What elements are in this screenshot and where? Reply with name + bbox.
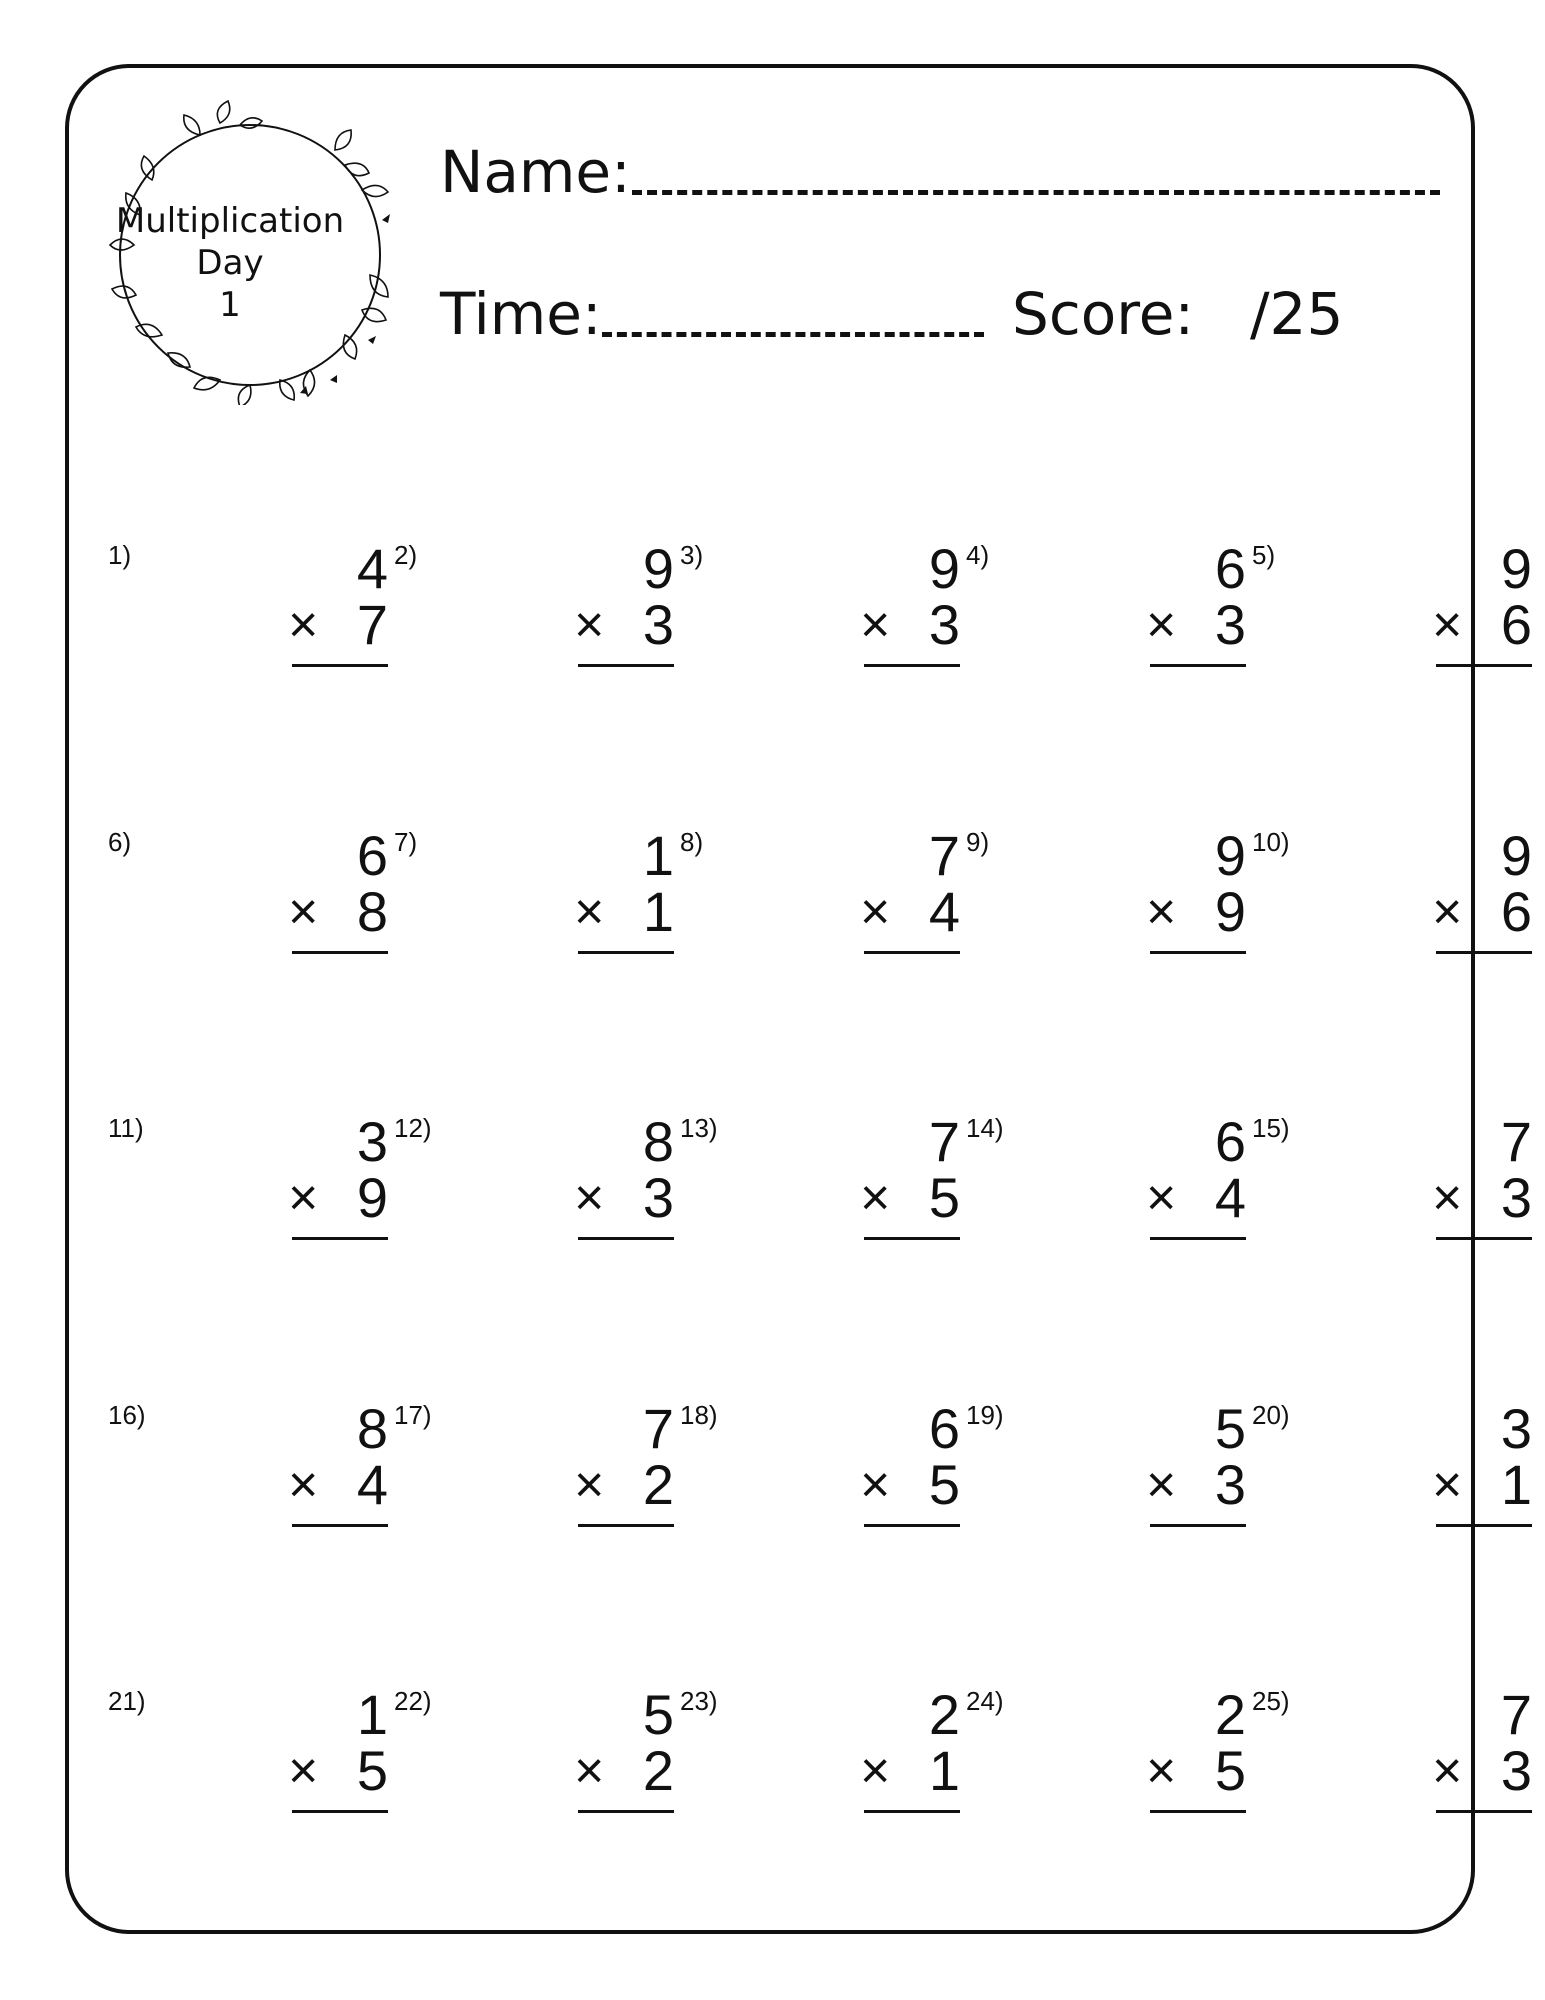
answer-line[interactable] xyxy=(864,1524,960,1527)
problem-number: 20) xyxy=(1252,1400,1290,1430)
problem-multiplier: 9 xyxy=(1214,880,1246,943)
name-field[interactable] xyxy=(632,190,1440,195)
times-sign: × xyxy=(1146,596,1177,654)
answer-line[interactable] xyxy=(1150,1524,1246,1527)
problem-multiplicand: 1 xyxy=(642,824,674,887)
problem-bottom-row xyxy=(860,1166,960,1229)
answer-line[interactable] xyxy=(292,664,388,667)
problem-number: 22) xyxy=(394,1686,432,1716)
answer-line[interactable] xyxy=(578,1237,674,1240)
problem-multiplier: 3 xyxy=(1500,1166,1532,1229)
problem-multiplier: 9 xyxy=(356,1166,388,1229)
times-sign: × xyxy=(1432,883,1463,941)
problem-item xyxy=(966,1683,1246,1856)
problem-bottom-row xyxy=(1146,593,1246,656)
problem-number: 6) xyxy=(108,827,132,857)
problem-bottom-row xyxy=(1146,1739,1246,1802)
problem-number: 19) xyxy=(966,1400,1004,1430)
times-sign: × xyxy=(574,1169,605,1227)
problem-multiplicand: 9 xyxy=(642,537,674,600)
problem-multiplicand: 5 xyxy=(1214,1397,1246,1460)
problem-bottom-row xyxy=(860,1739,960,1802)
score-total: /25 xyxy=(1250,280,1344,348)
problem-bottom-row xyxy=(574,1166,674,1229)
problem-multiplier: 4 xyxy=(928,880,960,943)
problem-multiplier: 3 xyxy=(928,593,960,656)
answer-line[interactable] xyxy=(578,1810,674,1813)
problem-bottom-row xyxy=(1432,1453,1532,1516)
problem-item xyxy=(1252,1683,1532,1856)
problem-bottom-row xyxy=(1432,593,1532,656)
times-sign: × xyxy=(288,1169,319,1227)
times-sign: × xyxy=(288,1742,319,1800)
answer-line[interactable] xyxy=(578,951,674,954)
problem-bottom-row xyxy=(1432,880,1532,943)
problem-item xyxy=(394,1110,674,1283)
problem-item xyxy=(1252,824,1532,997)
times-sign: × xyxy=(574,883,605,941)
times-sign: × xyxy=(1432,1169,1463,1227)
problem-multiplier: 1 xyxy=(1500,1453,1532,1516)
problem-multiplier: 6 xyxy=(1500,880,1532,943)
problem-multiplicand: 3 xyxy=(1500,1397,1532,1460)
problem-multiplicand: 3 xyxy=(356,1110,388,1173)
problem-multiplier: 6 xyxy=(1500,593,1532,656)
problem-bottom-row xyxy=(1432,1739,1532,1802)
problem-multiplier: 2 xyxy=(642,1739,674,1802)
answer-line[interactable] xyxy=(1150,664,1246,667)
problem-multiplier: 5 xyxy=(928,1453,960,1516)
problem-multiplicand: 6 xyxy=(928,1397,960,1460)
problem-number: 15) xyxy=(1252,1113,1290,1143)
problem-number: 21) xyxy=(108,1686,146,1716)
problem-multiplicand: 7 xyxy=(928,1110,960,1173)
problem-multiplier: 4 xyxy=(1214,1166,1246,1229)
times-sign: × xyxy=(1146,1456,1177,1514)
problem-multiplier: 7 xyxy=(356,593,388,656)
problem-item xyxy=(680,1110,960,1283)
times-sign: × xyxy=(574,1456,605,1514)
times-sign: × xyxy=(860,1456,891,1514)
times-sign: × xyxy=(288,883,319,941)
problem-item xyxy=(966,824,1246,997)
problem-bottom-row xyxy=(574,593,674,656)
answer-line[interactable] xyxy=(292,1237,388,1240)
problem-number: 13) xyxy=(680,1113,718,1143)
answer-line[interactable] xyxy=(864,1810,960,1813)
problem-bottom-row xyxy=(288,1166,388,1229)
times-sign: × xyxy=(1146,1169,1177,1227)
answer-line[interactable] xyxy=(1150,1237,1246,1240)
time-label: Time: xyxy=(440,280,602,348)
problem-number: 17) xyxy=(394,1400,432,1430)
problem-multiplier: 3 xyxy=(642,593,674,656)
problem-multiplier: 1 xyxy=(928,1739,960,1802)
worksheet-badge xyxy=(100,200,360,326)
answer-line[interactable] xyxy=(1150,1810,1246,1813)
time-field[interactable] xyxy=(602,332,984,337)
problem-number: 3) xyxy=(680,540,704,570)
answer-line[interactable] xyxy=(864,951,960,954)
problem-number: 9) xyxy=(966,827,990,857)
times-sign: × xyxy=(860,883,891,941)
problem-multiplicand: 8 xyxy=(642,1110,674,1173)
name-label: Name: xyxy=(440,138,631,206)
badge-day-number: 1 xyxy=(219,285,241,325)
answer-line[interactable] xyxy=(864,1237,960,1240)
problem-multiplicand: 9 xyxy=(1500,824,1532,887)
times-sign: × xyxy=(860,1742,891,1800)
answer-line[interactable] xyxy=(1436,1810,1532,1813)
problem-item xyxy=(680,1683,960,1856)
times-sign: × xyxy=(288,596,319,654)
problem-bottom-row xyxy=(288,593,388,656)
problem-multiplier: 5 xyxy=(928,1166,960,1229)
answer-line[interactable] xyxy=(1436,1524,1532,1527)
problem-item xyxy=(108,1397,388,1570)
problem-multiplicand: 7 xyxy=(1500,1110,1532,1173)
badge-title: Multiplication xyxy=(115,201,345,241)
answer-line[interactable] xyxy=(1150,951,1246,954)
problem-number: 18) xyxy=(680,1400,718,1430)
problem-number: 25) xyxy=(1252,1686,1290,1716)
problem-number: 23) xyxy=(680,1686,718,1716)
times-sign: × xyxy=(1432,1456,1463,1514)
problem-multiplicand: 7 xyxy=(928,824,960,887)
times-sign: × xyxy=(1432,596,1463,654)
problem-bottom-row xyxy=(574,1739,674,1802)
problem-multiplicand: 8 xyxy=(356,1397,388,1460)
problem-multiplicand: 6 xyxy=(1214,1110,1246,1173)
problem-bottom-row xyxy=(860,1453,960,1516)
problem-multiplier: 8 xyxy=(356,880,388,943)
problem-multiplicand: 9 xyxy=(1214,824,1246,887)
problem-number: 24) xyxy=(966,1686,1004,1716)
problem-multiplicand: 5 xyxy=(642,1683,674,1746)
problem-item xyxy=(108,1683,388,1856)
problem-item xyxy=(680,537,960,710)
answer-line[interactable] xyxy=(1436,951,1532,954)
problem-multiplicand: 9 xyxy=(928,537,960,600)
problem-multiplicand: 2 xyxy=(928,1683,960,1746)
answer-line[interactable] xyxy=(292,1810,388,1813)
problem-multiplicand: 6 xyxy=(1214,537,1246,600)
problem-multiplicand: 4 xyxy=(356,537,388,600)
problem-number: 16) xyxy=(108,1400,146,1430)
problem-multiplier: 3 xyxy=(1214,593,1246,656)
problem-number: 5) xyxy=(1252,540,1276,570)
times-sign: × xyxy=(1146,1742,1177,1800)
problem-multiplicand: 1 xyxy=(356,1683,388,1746)
problem-item xyxy=(394,1683,674,1856)
problem-item xyxy=(966,1397,1246,1570)
problem-multiplicand: 7 xyxy=(1500,1683,1532,1746)
problem-multiplier: 4 xyxy=(356,1453,388,1516)
problem-number: 7) xyxy=(394,827,418,857)
answer-line[interactable] xyxy=(578,1524,674,1527)
problem-multiplicand: 6 xyxy=(356,824,388,887)
badge-day: Day xyxy=(196,243,264,283)
problem-multiplier: 5 xyxy=(1214,1739,1246,1802)
problem-multiplier: 1 xyxy=(642,880,674,943)
problem-item xyxy=(680,824,960,997)
problem-number: 12) xyxy=(394,1113,432,1143)
times-sign: × xyxy=(860,596,891,654)
problem-multiplier: 3 xyxy=(642,1166,674,1229)
problem-bottom-row xyxy=(860,593,960,656)
problem-bottom-row xyxy=(860,880,960,943)
problem-number: 11) xyxy=(108,1113,144,1143)
problem-multiplicand: 7 xyxy=(642,1397,674,1460)
times-sign: × xyxy=(574,596,605,654)
problem-number: 8) xyxy=(680,827,704,857)
problem-item xyxy=(1252,537,1532,710)
problem-bottom-row xyxy=(288,880,388,943)
problem-bottom-row xyxy=(288,1453,388,1516)
problem-bottom-row xyxy=(288,1739,388,1802)
times-sign: × xyxy=(288,1456,319,1514)
problem-number: 10) xyxy=(1252,827,1290,857)
problem-item xyxy=(108,537,388,710)
problem-multiplier: 2 xyxy=(642,1453,674,1516)
problem-multiplier: 3 xyxy=(1214,1453,1246,1516)
problem-multiplicand: 2 xyxy=(1214,1683,1246,1746)
answer-line[interactable] xyxy=(578,664,674,667)
score-label: Score: xyxy=(1012,280,1194,348)
problem-item xyxy=(394,537,674,710)
answer-line[interactable] xyxy=(864,664,960,667)
problem-number: 4) xyxy=(966,540,990,570)
problem-bottom-row xyxy=(1146,1453,1246,1516)
times-sign: × xyxy=(1146,883,1177,941)
times-sign: × xyxy=(860,1169,891,1227)
problem-multiplicand: 9 xyxy=(1500,537,1532,600)
problem-bottom-row xyxy=(1146,1166,1246,1229)
problem-multiplier: 5 xyxy=(356,1739,388,1802)
problem-item xyxy=(1252,1397,1532,1570)
answer-line[interactable] xyxy=(292,951,388,954)
problem-item xyxy=(394,1397,674,1570)
problem-bottom-row xyxy=(574,1453,674,1516)
answer-line[interactable] xyxy=(1436,664,1532,667)
problem-bottom-row xyxy=(1146,880,1246,943)
problem-item xyxy=(1252,1110,1532,1283)
problem-item xyxy=(108,824,388,997)
problem-item xyxy=(394,824,674,997)
problem-multiplier: 3 xyxy=(1500,1739,1532,1802)
problem-bottom-row xyxy=(574,880,674,943)
problem-number: 1) xyxy=(108,540,132,570)
problem-number: 2) xyxy=(394,540,418,570)
problem-item xyxy=(966,1110,1246,1283)
answer-line[interactable] xyxy=(1436,1237,1532,1240)
problem-item xyxy=(680,1397,960,1570)
problem-item xyxy=(966,537,1246,710)
problem-bottom-row xyxy=(1432,1166,1532,1229)
problem-item xyxy=(108,1110,388,1283)
times-sign: × xyxy=(574,1742,605,1800)
answer-line[interactable] xyxy=(292,1524,388,1527)
problem-number: 14) xyxy=(966,1113,1004,1143)
times-sign: × xyxy=(1432,1742,1463,1800)
